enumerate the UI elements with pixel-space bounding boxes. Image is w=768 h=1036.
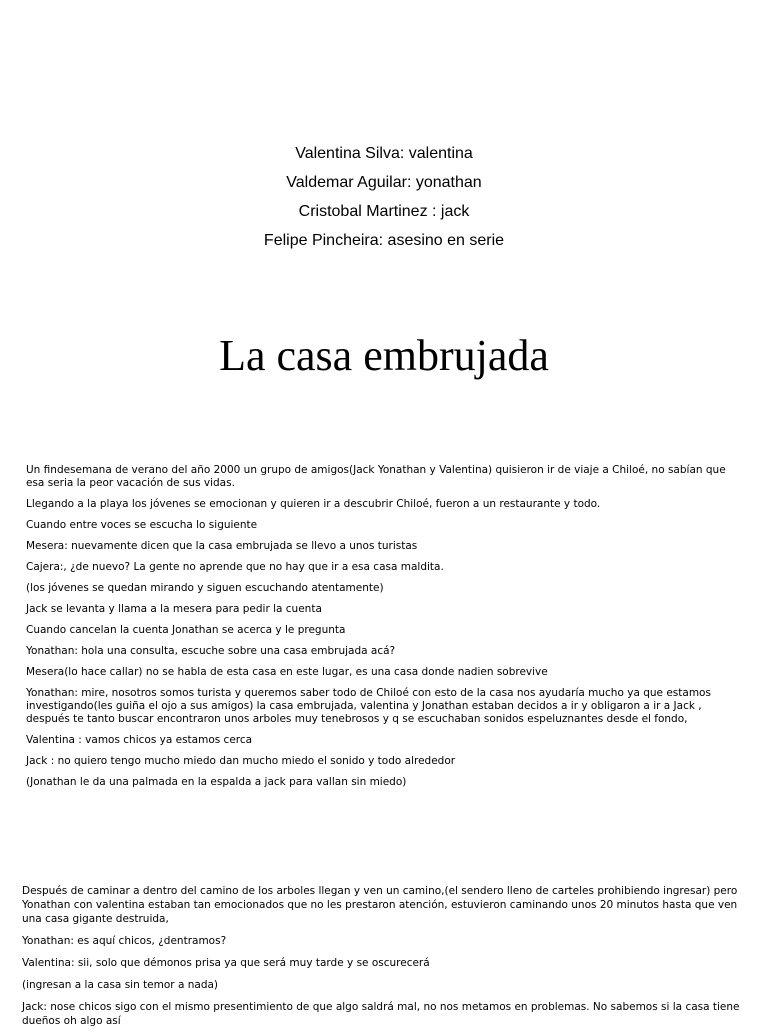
paragraph: (los jóvenes se quedan mirando y siguen escuchando atentamente) (26, 582, 384, 594)
paragraph: (ingresan a la casa sin temor a nada) (22, 979, 219, 991)
paragraph: Jack : no quiero tengo mucho miedo dan mucho miedo el sonido y todo alrededor (26, 755, 456, 767)
paragraph: Jack: nose chicos sigo con el mismo presentimiento de que algo saldrá mal, no nos metamos en problemas. No sabemos si la casa tiene dueños oh algo así (22, 1001, 740, 1027)
paragraph: Yonathan: hola una consulta, escuche sobre una casa embrujada acá? (26, 645, 396, 657)
paragraph: Valentina : vamos chicos ya estamos cerca (26, 734, 253, 746)
paragraph: Llegando a la playa los jóvenes se emocionan y quieren ir a descubrir Chiloé, fueron a un restaurante y todo. (26, 498, 601, 510)
paragraph: Mesera: nuevamente dicen que la casa embrujada se llevo a unos turistas (26, 540, 418, 552)
paragraph: Mesera(lo hace callar) no se habla de esta casa en este lugar, es una casa donde nadien sobrevive (26, 666, 548, 678)
document-title: La casa embrujada (219, 331, 549, 380)
cast-list (0, 139, 768, 255)
paragraph: Yonathan: es aquí chicos, ¿dentramos? (22, 935, 227, 947)
cast-line: Valentina Silva: valentina (295, 145, 473, 162)
cast-line: Felipe Pincheira: asesino en serie (263, 232, 505, 249)
paragraph: (Jonathan le da una palmada en la espalda a jack para vallan sin miedo) (26, 776, 407, 788)
paragraph: Cuando entre voces se escucha lo siguiente (26, 519, 258, 531)
paragraph: Valentina: sii, solo que démonos prisa ya que será muy tarde y se oscurecerá (22, 957, 430, 969)
paragraph: Un findesemana de verano del año 2000 un grupo de amigos(Jack Yonathan y Valentina) quisieron ir de viaje a Chiloé, no sabían que esa seria la peor vacación de sus vidas. (26, 464, 726, 489)
paragraph: Cajera:, ¿de nuevo? La gente no aprende que no hay que ir a esa casa maldita. (26, 561, 444, 573)
cast-line: Cristobal Martinez : jack (298, 203, 470, 220)
story-section-2 (22, 884, 742, 1036)
paragraph: Jack se levanta y llama a la mesera para pedir la cuenta (26, 603, 322, 615)
paragraph: Yonathan: mire, nosotros somos turista y queremos saber todo de Chiloé con esto de la casa nos ayudaría mucho ya que estamos investigando(les guiña el ojo a sus amigos) la casa embrujada, valentina y Jonathan estaban decidos a ir y obligaron a ir a Jack , después te tanto buscar encontraron unos arboles muy tenebrosos y q se escuchaban sonidos espeluznantes desde el fondo, (26, 687, 711, 725)
paragraph: Después de caminar a dentro del camino de los arboles llegan y ven un camino,(el sendero lleno de carteles prohibiendo ingresar) pero Yonathan con valentina estaban tan emocionados que no les prestaron atención, estuvieron caminando unos 20 minutos hasta que ven una casa gigante destruida, (22, 885, 738, 925)
paragraph: Cuando cancelan la cuenta Jonathan se acerca y le pregunta (26, 624, 346, 636)
story-section-1 (26, 464, 736, 797)
cast-line: Valdemar Aguilar: yonathan (286, 174, 482, 191)
